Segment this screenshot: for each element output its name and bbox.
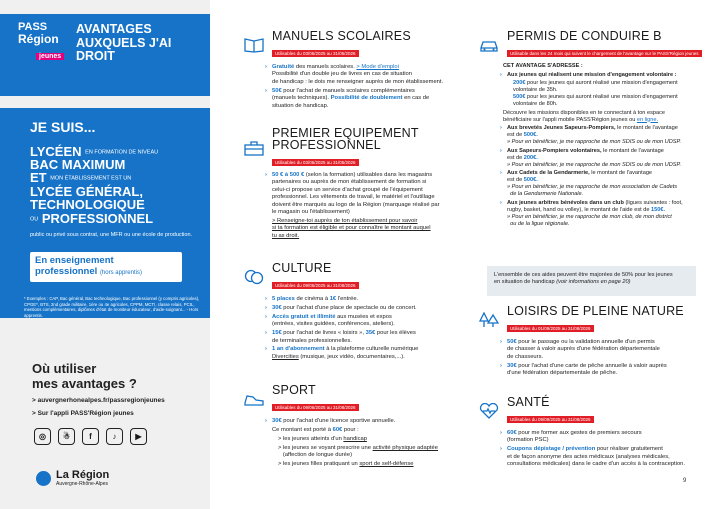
culture-l1b: de cinéma à	[294, 296, 330, 302]
culture-livres: 15€	[272, 330, 282, 337]
manuels-l1: des manuels scolaires.	[294, 64, 357, 70]
manuels-l5c: en cas de	[402, 95, 430, 102]
sport-shoe-icon	[243, 390, 265, 408]
equip-info	[272, 218, 468, 240]
manuels-gratuite: Gratuité	[272, 64, 295, 70]
culture-l5d: pour les élèves	[375, 330, 416, 337]
equip-l3: celui-ci propose un service d'achat groupé de l'équipement	[272, 186, 423, 193]
permis-l1: Aux jeunes qui réalisent une mission d'engagement volontaire :	[507, 71, 677, 78]
manuels-badge: Utilisables du 03/06/2025 au 31/05/2026	[272, 50, 359, 57]
culture-35: 35€	[365, 330, 376, 337]
sport-body: › 30€ pour l'achat d'une licence sportive annuelle. Ce montant est porté à 60€ pour : > les jeunes atteints d'un handicap > les jeunes se voyant prescrire une activité physique adaptée (affection de longue durée) > les jeunes filles pratiquant un sport de self-défense	[265, 418, 438, 468]
permis-l9a: est de	[507, 132, 524, 138]
sante-badge: Utilisables du 09/09/2025 au 31/08/2026	[507, 416, 594, 423]
sport-l3: les jeunes atteints d'un	[283, 435, 344, 442]
culture-1euro: 1€	[329, 296, 337, 302]
manuels-l6: situation de handicap.	[272, 102, 329, 109]
equip-l1: (selon la formation) utilisables dans les magasins	[304, 172, 433, 178]
permis-badge: Utilisable dans les 24 mois qui suivent le chargement de l'avantage sur le PASS'Région jeunes	[507, 50, 702, 57]
sante-l3: pour réaliser gratuitement	[595, 446, 663, 453]
permis-subtitle: CET AVANTAGE S'ADRESSE :	[503, 63, 583, 69]
sport-l5: (affection de longue durée)	[282, 452, 353, 459]
loisirs-30: 30€	[507, 362, 517, 369]
where-heading	[32, 361, 137, 391]
region-logo	[36, 470, 109, 487]
sport-l6: les jeunes filles pratiquant un	[283, 461, 360, 468]
culture-l8: (musique, jeux vidéo, documentaires,...).	[298, 353, 405, 360]
region-logo-mark	[36, 471, 51, 486]
section-sport	[243, 384, 468, 470]
permis-l13: Pour en bénéficier, je me rapproche de mon SDIS ou de mon UDSP.	[511, 161, 682, 168]
permis-cadets: Aux Cadets de la Gendarmerie,	[507, 170, 590, 176]
permis-l4: pour les jeunes qui auront réalisé une mission d'engagement	[525, 94, 678, 100]
equipement-title1: PREMIER EQUIPEMENT	[272, 126, 419, 140]
loisirs-body: › 50€ pour le passage ou la validation annuelle d'un permis de chasser à valoir auprès d'une fédération départementale de chasseurs. › 30€ pour l'achat d'une carte de pêche annuelle à valoir auprès d'une fédération départementale de pêche.	[500, 339, 667, 377]
permis-note3: (voir informations en page 20)	[556, 279, 631, 285]
sante-body: › 60€ pour me former aux gestes de premiers secours (formation PSC) › Coupons dépistage / prévention pour réaliser gratuitement et de façon anonyme des actes médicaux (analyses médicales, consultations médicales) dans le cadre d'un accès à la contraception.	[500, 430, 686, 468]
culture-l2: pour l'achat d'une place de spectacle ou de concert.	[281, 304, 417, 311]
permis-l5: volontaire de 80h.	[513, 101, 558, 107]
equip-l9: tu as droit.	[272, 232, 300, 239]
manuels-l5b: Possibilité de doublement	[330, 95, 403, 102]
page-number: 9	[683, 478, 687, 484]
enseignement-box	[30, 252, 182, 282]
page-title	[76, 23, 206, 64]
permis-l7: bénéficiaire sur l'appli mobile PASS'Région jeunes ou	[503, 116, 637, 123]
examples-note: * Exemples : CAP, Bac général, Bac technologique, Bac professionnel (y compris agricoles), CPGE*, BTS, 2nd grade militaire, 1ère ou 4e agricoles, CPPM, MCTI, classe relais, PCIL, mentions complémentaires, diplômes d'état de moniteur éducateur, d'aide-soignant... - Hors apprentis.	[24, 296, 200, 318]
culture-body: › 5 places de cinéma à 1€ l'entrée. › 30€ pour l'achat d'une place de spectacle ou de concert. › Accès gratuit et illimité aux musées et expos (entrées, visites guidées, conférences, ateliers). › 15€ pour l'achat de livres « loisirs », 35€ pour les élèves de terminales professionnelles. › 1 an d'abonnement à la plateforme culturelle numérique Divercities (musique, jeux vidéo, documentaires,...).	[265, 296, 419, 360]
handicap-link[interactable]: handicap	[343, 435, 367, 442]
self-defense-link[interactable]: sport de self-défense	[359, 461, 414, 468]
pass-region-logo	[18, 22, 62, 64]
manuels-title: MANUELS SCOLAIRES	[272, 29, 411, 43]
sport-60: 60€	[332, 426, 343, 433]
manuels-l3: de handicap : le dois me renseigner auprès de mon établissement.	[272, 78, 444, 85]
sante-title: SANTÉ	[507, 395, 550, 409]
permis-l21: ou de la ligue régionale.	[510, 220, 570, 227]
equipement-body: › 50 € à 500 € (selon la formation) utilisables dans les magasins partenaires ou auprès de mon établissement de formation si celui-ci propose un service d'achat groupé de l'équipement professionnel. Les vêtements de travail, le matériel et l'outillage doivent être marqués au logo de la Région (marquage réalisé par le magasin ou l'établissement) > Renseigne-toi auprès de ton établissement pour savoir si ta formation est éligible et pour connaître le montant auquel tu as droit.	[272, 172, 468, 240]
video-icon[interactable]: ▶	[130, 428, 147, 445]
permis-cadets-500: 500€.	[523, 177, 538, 183]
loisirs-badge: Utilisables du 01/09/2025 au 31/08/2026	[507, 325, 594, 332]
sante-coupons: Coupons dépistage / prévention	[507, 446, 596, 453]
loisirs-l2: de chasser à valoir auprès d'une fédération départementale	[507, 346, 660, 353]
culture-musees: Accès gratuit et illimité	[272, 313, 336, 320]
loisirs-50: 50€	[507, 339, 517, 345]
loisirs-l5: d'une fédération départementale de pêche.	[507, 370, 618, 377]
section-equipement	[243, 127, 468, 242]
sante-l4: et de façon anonyme des actes médicaux (analyses médicales,	[507, 453, 670, 460]
culture-l7: à la plateforme culturelle numérique	[324, 346, 419, 353]
ou-small: OU	[30, 216, 39, 223]
pass-logo-line2: Région	[18, 32, 59, 46]
sante-l1: pour me former aux gestes de premiers secours	[516, 430, 642, 436]
culture-l1d: l'entrée.	[336, 296, 359, 302]
permis-jsp-500: 500€.	[523, 132, 538, 138]
region-name: La Région	[56, 469, 110, 481]
culture-spectacle: 30€	[272, 304, 282, 311]
culture-cinema: 5 places	[272, 296, 295, 302]
lycee-general: LYCÉE GÉNÉRAL,	[30, 184, 143, 199]
title-line1: AVANTAGES	[76, 22, 152, 36]
permis-body: CET AVANTAGE S'ADRESSE : › Aux jeunes qui réalisent une mission d'engagement volontaire : 200€ pour les jeunes qui auront réalisé une mission d'engagement volontaire de 35h. 500€ pour les jeunes qui auront réalisé une mission d'engagement volontaire de 80h. Découvre les missions disponibles en te connectant à ton espace bénéficiaire sur l'appli mobile PASS'Région jeunes ou en ligne. › Aux brevetés Jeunes Sapeurs-Pompiers, le montant de l'avantage est de 500€. » Pour en bénéficier, je me rapproche de mon SDIS ou de mon UDSP. › Aux Sapeurs-Pompiers volontaires, le montant de l'avantage est de 200€. » Pour en bénéficier, je me rapproche de mon SDIS ou de mon UDSP. › Aux Cadets de la Gendarmerie, le montant de l'avantage est de 500€. » Pour en bénéficier, je me rapproche de mon association de Cadets de la Gendarmerie Nationale. › Aux jeunes arbitres bénévoles dans un club (ligues suivantes : foot, rugby, basket, hand ou volley), le montant de l'aide est de 150€. » Pour en bénéficier, je me rapproche de mon club, de mon district ou de la ligue régionale.	[507, 63, 703, 228]
permis-l8: le montant de l'avantage	[615, 125, 678, 131]
enseign-small: (hors apprentis)	[99, 270, 142, 276]
sport-l2c: pour :	[342, 426, 359, 433]
sante-l2: (formation PSC)	[507, 437, 549, 444]
permis-note2: en situation de handicap	[494, 279, 557, 285]
sante-60: 60€	[507, 430, 517, 436]
culture-l4: (entrées, visites guidées, conférences, ateliers).	[272, 321, 395, 328]
title-line2: AUXQUELS J'AI DROIT	[76, 35, 172, 63]
sport-l1: pour l'achat d'une licence sportive annuelle.	[281, 418, 396, 424]
permis-l3: volontaire de 35h.	[513, 87, 558, 93]
permis-jsp: Aux brevetés Jeunes Sapeurs-Pompiers,	[507, 125, 616, 131]
culture-l5b: pour l'achat de livres « loisirs »,	[281, 330, 366, 337]
theatre-masks-icon	[243, 268, 265, 286]
lycee-small: EN FORMATION DE NIVEAU	[85, 149, 159, 156]
sport-badge: Utilisables du 09/06/2025 au 31/08/2026	[272, 404, 359, 411]
sante-l5: consultations médicales) dans le cadre d'un accès à la contraception.	[507, 461, 686, 468]
section-permis	[478, 30, 703, 229]
book-icon	[243, 36, 265, 54]
equip-l2: partenaires ou auprès de mon établissement de formation si	[272, 179, 427, 186]
permis-l15a: est de	[507, 177, 524, 183]
culture-abonnement: 1 an d'abonnement	[272, 346, 325, 353]
loisirs-l4: pour l'achat d'une carte de pêche annuelle à valoir auprès	[516, 362, 667, 369]
manuels-l2: Possibilité d'un double jeu de livres en cas de situation	[272, 71, 412, 78]
culture-title: CULTURE	[272, 261, 332, 275]
sport-l4: les jeunes se voyant prescrire une	[283, 444, 373, 451]
permis-l2: pour les jeunes qui auront réalisé une mission d'engagement	[525, 80, 678, 86]
permis-spv: Aux Sapeurs-Pompiers volontaires,	[507, 147, 602, 154]
permis-l19: rugby, basket, hand ou volley), le montant de l'aide est de	[507, 206, 652, 213]
enseign-line1: En enseignement	[35, 255, 114, 266]
section-manuels	[243, 30, 468, 111]
sport-title: SPORT	[272, 383, 316, 397]
facebook-icon[interactable]: f	[82, 428, 99, 445]
equipement-badge: Utilisables du 03/06/2025 au 31/05/2026	[272, 159, 359, 166]
et-small: MON ÉTABLISSEMENT EST UN	[50, 175, 132, 182]
where-line2: mes avantages ?	[32, 376, 137, 391]
loisirs-l3: de chasseurs.	[507, 353, 544, 360]
culture-badge: Utilisables du 09/06/2025 au 31/08/2026	[272, 282, 359, 289]
manuels-50: 50€	[272, 87, 282, 94]
tiktok-icon[interactable]: ♪	[106, 428, 123, 445]
permis-note1: L'ensemble de ces aides peuvent être majorées de 50% pour les jeunes	[494, 272, 673, 278]
permis-l11: le montant de l'avantage	[601, 147, 664, 154]
et-label: ET	[30, 170, 47, 185]
mode-emploi-link[interactable]: > Mode d'emploi	[356, 64, 399, 70]
equip-l8: si ta formation est éligible et pour connaître le montant auquel	[272, 225, 431, 232]
equip-l5: doivent être marqués au logo de la Région (marquage réalisé par	[272, 201, 440, 208]
permis-spv-200: 200€.	[523, 154, 538, 161]
app-link[interactable]: > Sur l'appli PASS'Région jeunes	[32, 410, 134, 417]
permis-l6: Découvre les missions disponibles en te connectant à ton espace	[503, 109, 666, 116]
pass-logo-line1: PASS	[18, 21, 48, 33]
website-link[interactable]: > auvergnerhonealpes.fr/passregionjeunes	[32, 397, 165, 404]
toolbox-icon	[243, 139, 265, 157]
trees-icon	[478, 311, 500, 329]
bac-max: BAC MAXIMUM	[30, 157, 126, 172]
technologique: TECHNOLOGIQUE	[30, 197, 145, 212]
et-line	[30, 171, 131, 184]
equip-amount: 50 € à 500 €	[272, 172, 305, 178]
permis-l20: Pour en bénéficier, je me rapproche de mon club, de mon district	[511, 213, 672, 220]
manuels-body: › Gratuité des manuels scolaires. > Mode d'emploi Possibilité d'un double jeu de livres en cas de situation de handicap : le dois me renseigner auprès de mon établissement. › 50€ pour l'achat de manuels scolaires complémentaires (manuels techniques). Possibilité de doublement en cas de situation de handicap.	[265, 64, 444, 109]
permis-note	[494, 272, 694, 286]
snapchat-icon[interactable]: ☃	[58, 428, 75, 445]
equipement-title2: PROFESSIONNEL	[272, 138, 381, 152]
region-sub: Auvergne-Rhône-Alpes	[56, 481, 108, 487]
permis-200: 200€	[513, 80, 526, 86]
permis-l10: Pour en bénéficier, je me rapproche de mon SDIS ou de mon UDSP.	[511, 139, 682, 145]
loisirs-title: LOISIRS DE PLEINE NATURE	[507, 304, 684, 318]
equip-l6: le magasin ou l'établissement)	[272, 209, 350, 216]
equip-l7: > Renseigne-toi auprès de ton établissement pour savoir	[272, 217, 418, 224]
manuels-l5a: (manuels techniques).	[272, 95, 331, 102]
section-loisirs	[478, 305, 703, 379]
permis-arbitres: Aux jeunes arbitres bénévoles dans un club	[507, 199, 624, 206]
culture-l6: de terminales professionnelles.	[272, 337, 352, 344]
social-icons	[34, 428, 147, 445]
permis-150: 150€.	[651, 206, 666, 213]
car-icon	[478, 36, 500, 54]
permis-l17: de la Gendarmerie Nationale.	[510, 191, 584, 197]
activite-adaptee-link[interactable]: activité physique adaptée	[372, 444, 438, 451]
section-culture	[243, 262, 468, 363]
equip-l4: professionnel. Les vêtements de travail, le matériel et l'outillage	[272, 194, 435, 201]
permis-l18: (ligues suivantes : foot,	[623, 199, 683, 206]
je-suis-heading: JE SUIS...	[30, 119, 96, 135]
where-line1: Où utiliser	[32, 361, 97, 376]
en-ligne-link[interactable]: en ligne.	[636, 116, 659, 123]
manuels-l4: pour l'achat de manuels scolaires complémentaires	[281, 87, 415, 94]
loisirs-l1: pour le passage ou la validation annuelle d'un permis	[516, 339, 655, 345]
permis-l12a: est de	[507, 154, 524, 161]
instagram-icon[interactable]: ◎	[34, 428, 51, 445]
enseign-line2: professionnel	[35, 266, 98, 277]
permis-l16: Pour en bénéficier, je me rapproche de mon association de Cadets	[511, 184, 678, 190]
permis-l14: le montant de l'avantage	[589, 170, 653, 176]
permis-title: PERMIS DE CONDUIRE B	[507, 29, 662, 43]
professionnel-label: PROFESSIONNEL	[41, 211, 154, 226]
school-year: 2025-2026	[673, 63, 712, 72]
ou-pro-line	[30, 212, 153, 225]
pass-logo-line3: jeunes	[36, 53, 64, 60]
divercities-link[interactable]: Divercities	[272, 353, 299, 360]
sport-l2a: Ce montant est porté à	[272, 426, 333, 433]
public-note: public ou privé sous contrat, une MFR ou une école de production.	[30, 232, 193, 238]
permis-500: 500€	[513, 94, 526, 100]
sport-30: 30€	[272, 418, 282, 424]
lycee-label: LYCÉEN	[30, 144, 82, 159]
section-sante	[478, 396, 703, 470]
heart-icon	[478, 402, 500, 420]
culture-l3: aux musées et expos	[335, 313, 392, 320]
